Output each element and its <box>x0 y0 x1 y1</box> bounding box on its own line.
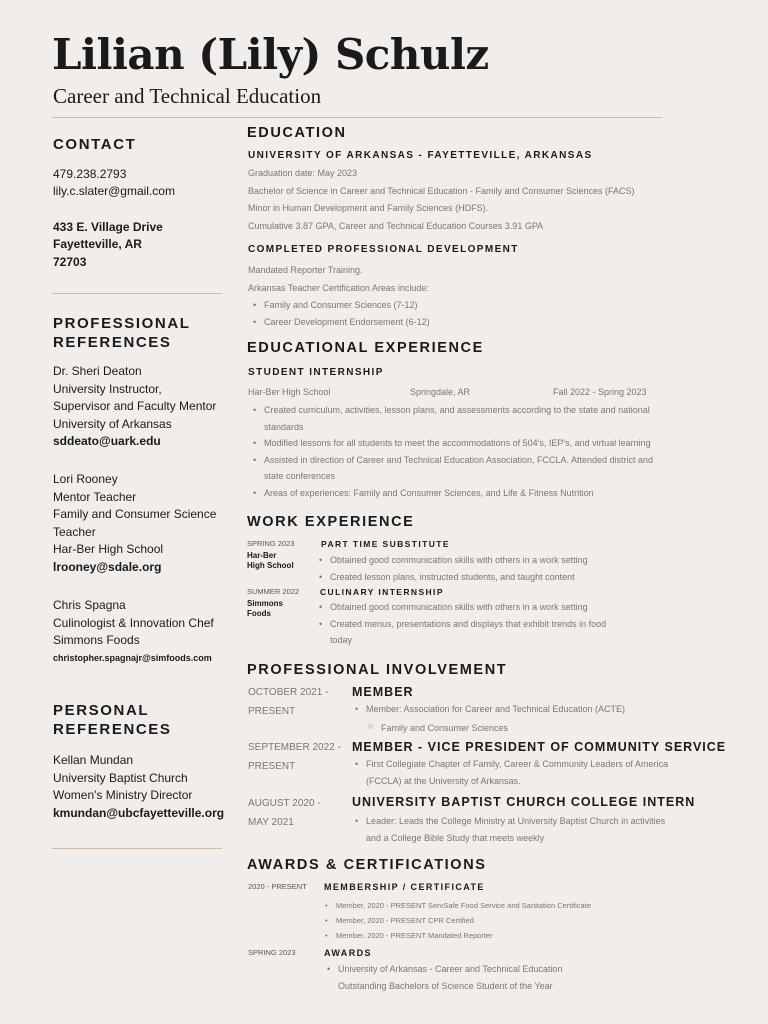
involvement2-date: SEPTEMBER 2022 - PRESENT <box>248 742 341 772</box>
address-line-2: Fayetteville, AR <box>53 237 142 251</box>
resume-title: Career and Technical Education <box>53 84 322 108</box>
professional-involvement-heading: PROFESSIONAL INVOLVEMENT <box>247 662 508 678</box>
internship-location: Springdale, AR <box>410 387 471 397</box>
education-school: UNIVERSITY OF ARKANSAS - FAYETTEVILLE, ARKANSAS <box>248 150 593 161</box>
address-line-3: 72703 <box>53 255 87 269</box>
job1-title: PART TIME SUBSTITUTE <box>321 539 450 549</box>
list-item: • Modified lessons for all students to meet the accommodations of 504's, IEP's, and virtual learning <box>248 435 668 452</box>
list-item: • Created menus, presentations and displays that exhibit trends in food today <box>314 616 624 649</box>
involvement2-title: MEMBER - VICE PRESIDENT OF COMMUNITY SERVICE <box>352 740 727 754</box>
circle-bullet-icon: ○ <box>368 721 374 731</box>
list-item: • Career Development Endorsement (6-12) <box>248 314 430 331</box>
list-item: • Assisted in direction of Career and Technical Education Association, FCCLA. Attended district and state conferences <box>248 452 668 485</box>
professional-development-heading: COMPLETED PROFESSIONAL DEVELOPMENT <box>248 244 519 255</box>
list-item: • First Collegiate Chapter of Family, Career & Community Leaders of America (FCCLA) at the University of Arkansas. <box>350 756 690 789</box>
award2-date: SPRING 2023 <box>248 948 296 957</box>
sidebar-divider <box>52 293 222 294</box>
job1-bullets <box>314 552 634 585</box>
student-internship-heading: STUDENT INTERNSHIP <box>248 367 384 378</box>
list-item: • University of Arkansas - Career and Technical Education Outstanding Bachelors of Science Student of the Year <box>322 961 577 994</box>
job2-title: CULINARY INTERNSHIP <box>320 587 444 597</box>
list-item: • Areas of experiences: Family and Consumer Sciences, and Life & Fitness Nutrition <box>248 485 668 502</box>
list-item: • Obtained good communication skills with others in a work setting <box>314 599 624 616</box>
reference-1: Dr. Sheri Deaton University Instructor, Supervisor and Faculty Mentor University of Arkansas sddeato@uark.edu <box>53 364 217 448</box>
contact-email: lily.c.slater@gmail.com <box>53 184 175 198</box>
internship-dates: Fall 2022 - Spring 2023 <box>553 387 647 397</box>
list-item: • Obtained good communication skills with others in a work setting <box>314 552 634 569</box>
professional-references-heading: PROFESSIONAL REFERENCES <box>53 315 191 351</box>
professional-development-details: Mandated Reporter Training. Arkansas Teacher Certification Areas include: • Family and Consumer Sciences (7-12) • Career Development Endorsement (6-12) <box>248 262 430 330</box>
address-line-1: 433 E. Village Drive <box>53 220 163 234</box>
internship-bullets <box>248 402 668 501</box>
contact-phone: 479.238.2793 <box>53 167 127 181</box>
job1-org: Har-Ber High School <box>247 551 294 570</box>
list-item: • Member, 2020 - PRESENT ServSafe Food Service and Sanitation Certificate <box>320 898 650 913</box>
involvement2-bullets <box>350 756 690 789</box>
awards-heading: AWARDS & CERTIFICATIONS <box>247 857 487 873</box>
list-item: • Member, 2020 - PRESENT Mandated Reporter <box>320 928 650 943</box>
award2-title: AWARDS <box>324 948 372 958</box>
reference-3: Chris Spagna Culinologist & Innovation Chef Simmons Foods christopher.spagnajr@simfoods.com <box>53 598 214 663</box>
personal-reference-1: Kellan Mundan University Baptist Church Women's Ministry Director kmundan@ubcfayetteville.org <box>53 753 225 820</box>
personal-references-heading: PERSONAL REFERENCES <box>53 702 172 738</box>
education-details: Graduation date: May 2023 Bachelor of Science in Career and Technical Education - Family and Consumer Sciences (FACS) Minor in Human Development and Family Sciences (HDFS). Cumulative 3.87 GPA, Career and Technical Education Courses 3.91 GPA <box>248 168 635 231</box>
job1-date: SPRING 2023 <box>247 539 295 548</box>
list-item: • Created lesson plans, instructed students, and taught content <box>314 569 634 586</box>
award2-bullets <box>322 961 577 994</box>
job2-bullets <box>314 599 624 649</box>
education-heading: EDUCATION <box>247 125 347 141</box>
involvement1-bullets <box>350 701 680 718</box>
job2-date: SUMMER 2022 <box>247 587 300 596</box>
header-divider <box>52 117 662 118</box>
work-experience-heading: WORK EXPERIENCE <box>247 514 415 530</box>
contact-heading: CONTACT <box>53 136 137 153</box>
award1-date: 2020 - PRESENT <box>248 882 307 891</box>
involvement3-title: UNIVERSITY BAPTIST CHURCH COLLEGE INTERN <box>352 795 696 809</box>
list-item: • Family and Consumer Sciences (7-12) <box>248 297 430 314</box>
award1-bullets <box>320 898 650 943</box>
job2-org: Simmons Foods <box>247 599 284 618</box>
resume-name: Lilian (Lily) Schulz <box>52 30 489 79</box>
educational-experience-heading: EDUCATIONAL EXPERIENCE <box>247 340 484 356</box>
list-item: • Created curriculum, activities, lesson plans, and assessments according to the state and national standards <box>248 402 668 435</box>
involvement1-title: MEMBER <box>352 685 414 699</box>
involvement3-bullets <box>350 813 680 846</box>
list-item: • Member, 2020 - PRESENT CPR Certified <box>320 913 650 928</box>
internship-school: Har-Ber High School <box>248 387 331 397</box>
involvement1-subitem: ○ Family and Consumer Sciences <box>381 718 508 738</box>
sidebar-divider-bottom <box>52 848 222 849</box>
list-item: • Leader: Leads the College Ministry at University Baptist Church in activities and a College Bible Study that meets weekly <box>350 813 680 846</box>
reference-2: Lori Rooney Mentor Teacher Family and Consumer Science Teacher Har-Ber High School lrooney@sdale.org <box>53 472 217 574</box>
award1-title: MEMBERSHIP / CERTIFICATE <box>324 882 485 892</box>
involvement1-date: OCTOBER 2021 - PRESENT <box>248 687 329 717</box>
list-item: • Member: Association for Career and Technical Education (ACTE) <box>350 701 680 718</box>
involvement3-date: AUGUST 2020 - MAY 2021 <box>248 798 321 828</box>
